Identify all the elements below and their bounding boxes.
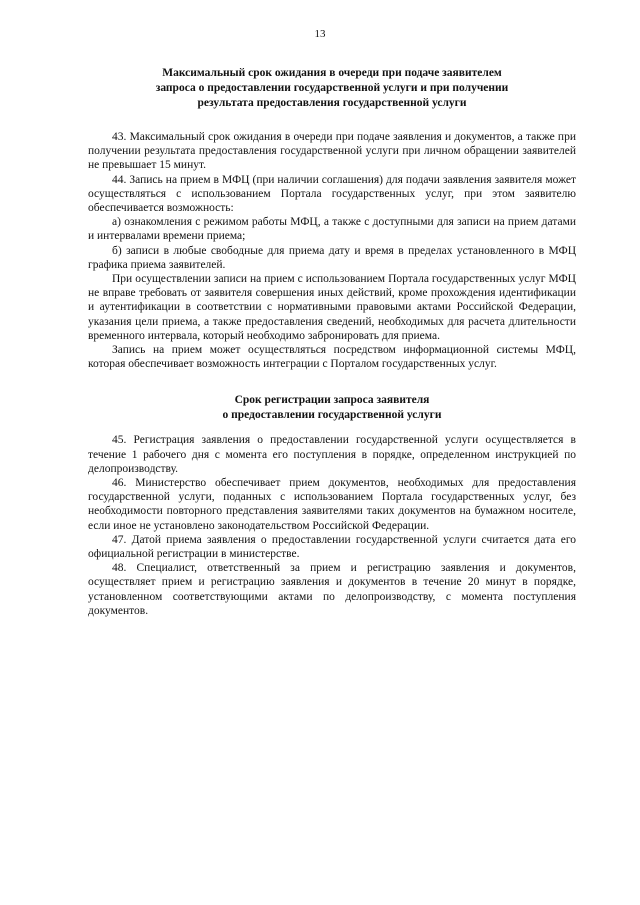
paragraph-43: 43. Максимальный срок ожидания в очереди при подаче заявления и документов, а также при получении результата предоставления государственной услуги при личном обращении заявителей не превышает 15 минут. bbox=[88, 131, 576, 172]
paragraph-46: 46. Министерство обеспечивает прием документов, необходимых для предоставления государственной услуги, поданных с использованием Портала государственных услуг, без необходимости повторного представления заявителями таких документов на бумажном носителе, если иное не установлено законодательством Российской Федерации. bbox=[88, 477, 576, 532]
paragraph-44-a: а) ознакомления с режимом работы МФЦ, а также с доступными для записи на прием датами и интервалами времени приема; bbox=[88, 216, 576, 243]
section-heading-queue-time: Максимальный срок ожидания в очереди при подаче заявителем запроса о предоставлении государственной услуги и при получении результата предоставления государственной услуги bbox=[155, 67, 509, 109]
paragraph-mfc-system: Запись на прием может осуществляться посредством информационной системы МФЦ, которая обеспечивает возможность интеграции с Порталом государственных услуг. bbox=[88, 344, 576, 371]
document-body bbox=[88, 66, 576, 618]
paragraph-45: 45. Регистрация заявления о предоставлении государственной услуги осуществляется в течение 1 рабочего дня с момента его поступления в порядке, определенном инструкцией по делопроизводству. bbox=[88, 434, 576, 475]
paragraph-48: 48. Специалист, ответственный за прием и регистрацию заявления и документов, осуществляет прием и регистрацию заявления и документов в течение 20 минут в порядке, установленном соответствующими актами по делопроизводству, с момента поступления документов. bbox=[88, 562, 576, 617]
paragraph-47: 47. Датой приема заявления о предоставлении государственной услуги считается дата его официальной регистрации в министерстве. bbox=[88, 533, 576, 561]
paragraph-portal-booking: При осуществлении записи на прием с использованием Портала государственных услуг МФЦ не вправе требовать от заявителя совершения иных действий, кроме прохождения идентификации и аутентификации в соответствии с нормативными правовыми актами Российской Федерации, указания цели приема, а также предоставления сведений, необходимых для расчета длительности временного интервала, который необходимо забронировать для приема. bbox=[88, 273, 576, 342]
page-number: 13 bbox=[314, 28, 326, 40]
paragraph-44-b: б) записи в любые свободные для приема дату и время в пределах установленного в МФЦ графика приема заявителей. bbox=[88, 244, 576, 271]
paragraph-44: 44. Запись на прием в МФЦ (при наличии соглашения) для подачи заявления заявителя может осуществляться с использованием Портала государственных услуг, при этом заявителю обеспечивается возможность: bbox=[88, 173, 576, 215]
section-heading-registration-time: Срок регистрации запроса заявителя о предоставлении государственной услуги bbox=[222, 394, 442, 422]
